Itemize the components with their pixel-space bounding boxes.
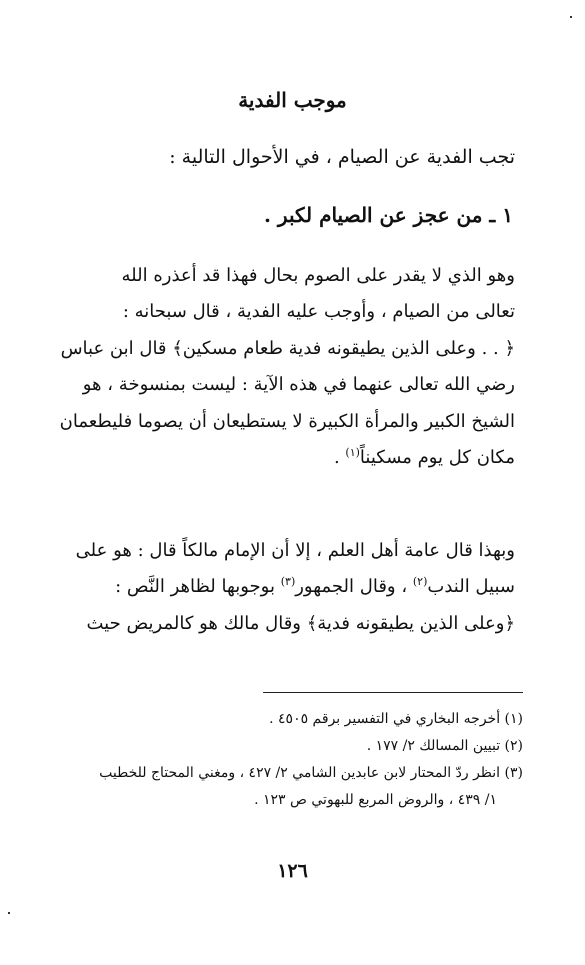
line-end: . [333, 447, 346, 469]
footnote-ref-2: (٢) [412, 575, 428, 589]
subheading-old-age: ١ ـ من عجز عن الصيام لكبر . [263, 203, 513, 227]
scan-speck [570, 16, 572, 18]
paragraph-line [55, 440, 515, 476]
footnote-ref-3: (٣) [280, 575, 296, 589]
paragraph-line: وهو الذي لا يقدر على الصوم بحال فهذا قد أعذره الله [121, 265, 515, 286]
paragraph-line: وبهذا قال عامة أهل العلم ، إلا أن الإمام مالكاً قال : هو على [75, 540, 515, 561]
footnote-ref-1: (١) [345, 446, 360, 460]
footnote-1: (١) أخرجه البخاري في التفسير برقم ٤٥٠٥ . [269, 711, 523, 727]
footnote-2: (٢) تبيين المسالك ٢/ ١٧٧ . [366, 738, 523, 754]
line-text: ، وقال الجمهور [295, 576, 413, 598]
paragraph-line: تعالى من الصيام ، وأوجب عليه الفدية ، قال سبحانه : [122, 301, 515, 323]
paragraph-line: ﴿وعلى الذين يطيقونه فدية﴾ وقال مالك هو كالمريض حيث [86, 612, 515, 634]
paragraph-line [55, 569, 515, 605]
line-text: سبيل الندب [427, 576, 515, 598]
footnotes [53, 706, 523, 814]
line-text: مكان كل يوم مسكيناً [359, 447, 515, 469]
page-number: ١٢٦ [277, 860, 308, 882]
intro-text: تجب الفدية عن الصيام ، في الأحوال التالية : [169, 146, 515, 168]
paragraph-line: ﴿ . . وعلى الذين يطيقونه فدية طعام مسكين﴾ قال ابن عباس [60, 337, 515, 359]
footnote-divider [263, 692, 523, 693]
paragraph-line: رضي الله تعالى عنهما في هذه الآية : ليست بمنسوخة ، هو [82, 374, 515, 396]
scan-speck [8, 912, 10, 914]
paragraph-line: الشيخ الكبير والمرأة الكبيرة لا يستطيعان أن يصوما فليطعمان [59, 410, 515, 432]
paragraph-2 [55, 533, 515, 642]
paragraph-1 [55, 258, 515, 476]
footnote-3-continued: ١/ ٤٣٩ ، والروض المربع للبهوتي ص ١٢٣ . [254, 792, 497, 808]
section-title: موجب الفدية [238, 88, 347, 112]
footnote-3: (٣) انظر ردّ المحتار لابن عابدين الشامي ٢/ ٤٢٧ ، ومغني المحتاج للخطيب [99, 765, 523, 781]
line-text: بوجوبها لظاهر النَّص : [115, 576, 281, 598]
